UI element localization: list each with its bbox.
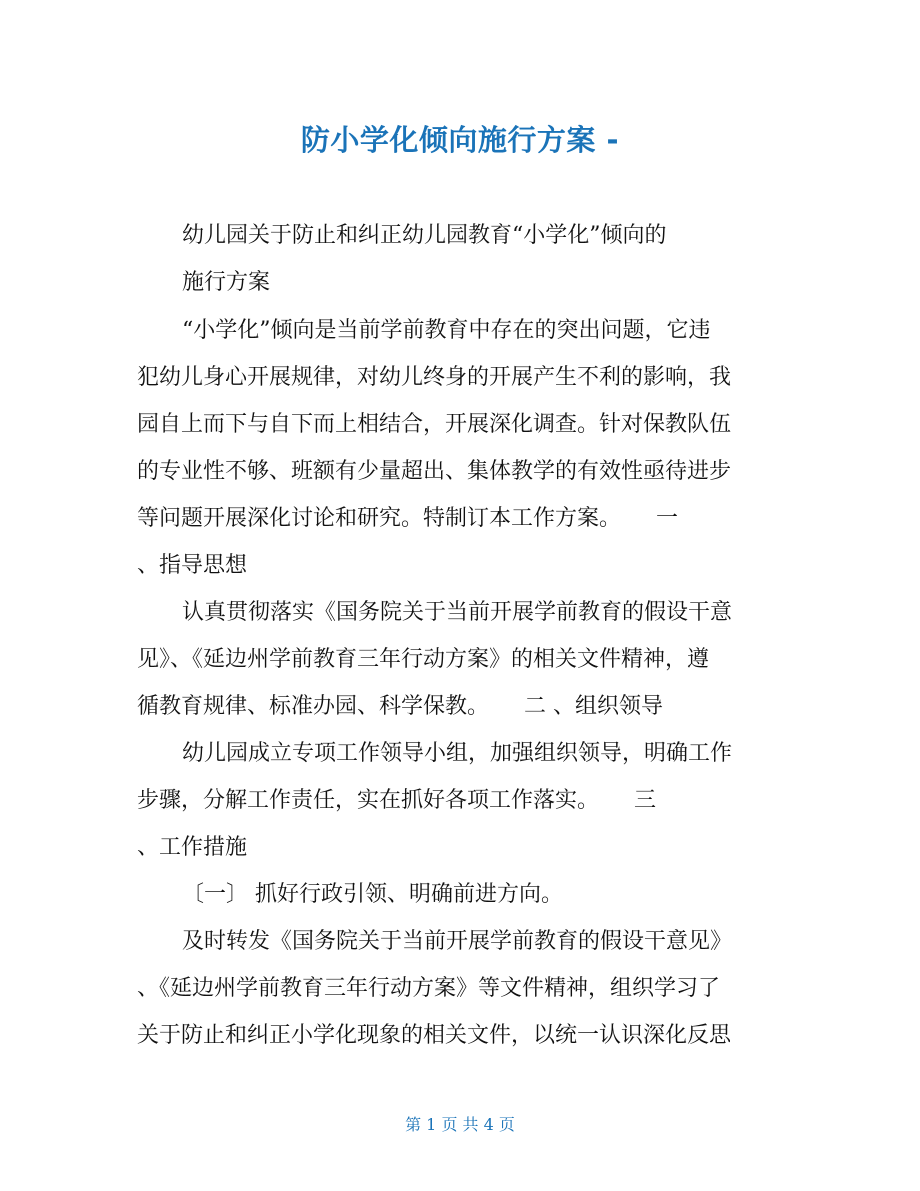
body-line: 幼儿园关于防止和纠正幼儿园教育“小学化”倾向的 [182,223,667,248]
section-heading: 、工作措施 [137,835,248,860]
body-line: 的专业性不够、班额有少量超出、集体教学的有效性亟待进步 [137,459,732,484]
body-line: 犯幼儿身心开展规律，对幼儿终身的开展产生不利的影响，我 [137,365,732,390]
body-line: 施行方案 [182,270,271,295]
body-line: 认真贯彻落实《国务院关于当前开展学前教育的假设干意 [182,600,733,625]
body-line: “小学化”倾向是当前学前教育中存在的突出问题，它违 [182,318,711,343]
body-line: 、《延边州学前教育三年行动方案》等文件精神，组织学习了 [137,976,721,1001]
body-line: 循教育规律、标准办园、科学保教。 二 、组织领导 [137,694,663,719]
body-line: 幼儿园成立专项工作领导小组，加强组织领导，明确工作 [182,741,733,766]
body-line: 关于防止和纠正小学化现象的相关文件，以统一认识深化反思 [137,1023,732,1048]
body-line: 步骤，分解工作责任，实在抓好各项工作落实。 三 [137,788,656,813]
body-line: 园自上而下与自下而上相结合，开展深化调查。针对保教队伍 [137,412,732,437]
section-heading: 、指导思想 [137,553,248,578]
body-line: 及时转发《国务院关于当前开展学前教育的假设干意见》 [182,929,733,954]
body-line: 见》、《延边州学前教育三年行动方案》的相关文件精神，遵 [137,647,710,672]
document-title: 防小学化倾向施行方案 - [300,123,620,157]
subsection-heading: 〔一〕 抓好行政引领、明确前进方向。 [182,882,563,907]
body-line: 等问题开展深化讨论和研究。特制订本工作方案。 一 [137,506,678,531]
page-number: 第 1 页 共 4 页 [405,1115,515,1134]
